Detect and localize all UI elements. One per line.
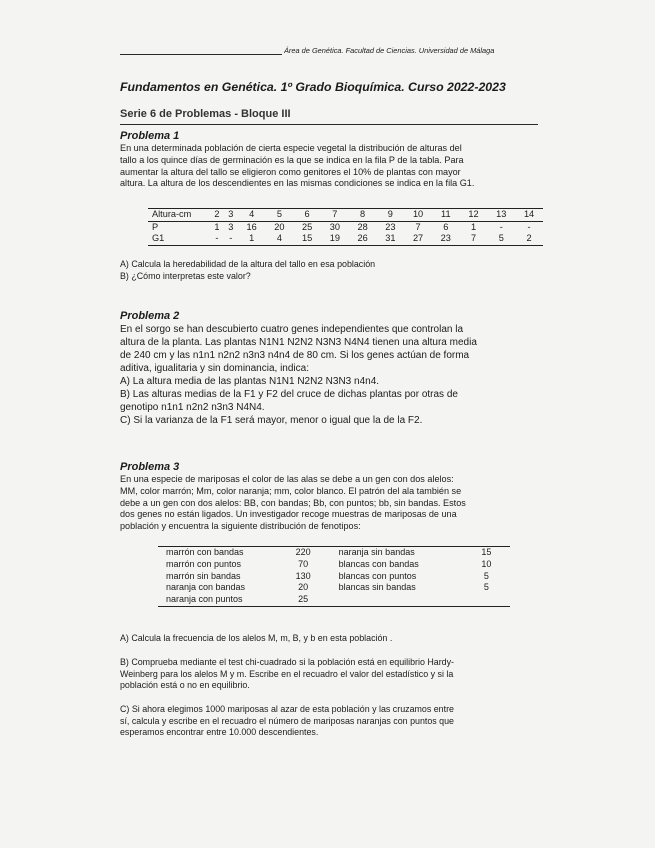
height-distribution-table (148, 208, 543, 246)
table-cell: 25 (280, 594, 327, 606)
table-cell: Altura-cm (148, 209, 210, 222)
department-header: Área de Genética. Facultad de Ciencias. Universidad de Málaga (284, 46, 495, 55)
problem-2-title: Problema 2 (120, 310, 180, 322)
table-cell: 31 (376, 233, 404, 245)
table-cell: 28 (357, 221, 368, 232)
problem-2-statement (120, 323, 540, 427)
table-cell: 10 (481, 558, 492, 569)
text-line: debe a un gen con dos alelos: BB, con bandas; Bb, con puntos; bb, sin bandas. Estos (120, 497, 466, 508)
text-line: En una especie de mariposas el color de las alas se debe a un gen con dos alelos: (120, 474, 454, 484)
table-cell: blancas sin bandas (338, 582, 416, 593)
text-line: Weinberg para los alelos M y m. Escribe en el recuadro el valor del estadístico y si la (120, 668, 454, 679)
table-cell: 6 (443, 221, 449, 232)
table-cell: naranja con bandas (166, 582, 246, 593)
table-cell: 15 (463, 547, 510, 559)
text-line: MM, color marrón; Mm, color naranja; mm, color blanco. El patrón del ala también se (120, 485, 462, 496)
table-cell: naranja con puntos (158, 594, 280, 606)
text-line: C) Si la varianza de la F1 será mayor, menor o igual que la de la F2. (120, 415, 423, 426)
table-cell (327, 594, 463, 606)
table-cell: - (527, 221, 531, 232)
table-cell: 7 (321, 209, 349, 222)
text-line: tallo a los quince días de germinación es la que se indica en la fila P de la tabla. Para (120, 154, 464, 165)
table-cell: 2 (210, 209, 224, 222)
table-cell: marrón sin bandas (166, 570, 241, 581)
table-cell: P (152, 221, 159, 232)
table-cell: 7 (460, 233, 488, 245)
text-line: altura de la planta. Las plantas N1N1 N2N2 N3N3 N4N4 tienen una altura media (120, 337, 477, 348)
table-cell (463, 594, 510, 606)
header-rule (120, 54, 282, 55)
table-cell: 10 (404, 209, 432, 222)
table-cell: 30 (329, 221, 340, 232)
text-line: B) Las alturas medias de la F1 y F2 del cruce de dichas plantas por otras de (120, 389, 458, 400)
table-cell: 5 (483, 570, 489, 581)
text-line: aumentar la altura del tallo se eligieron como genitores el 10% de plantas con mayor (120, 166, 461, 177)
question-b: B) ¿Cómo interpretas este valor? (120, 270, 251, 281)
text-line: esperamos encontrar entre 10.000 descendientes. (120, 727, 319, 737)
table-cell: 9 (376, 209, 404, 222)
table-cell: marrón con bandas (158, 547, 280, 559)
table-cell: 20 (274, 221, 285, 232)
problem-1-title: Problema 1 (120, 130, 180, 142)
table-cell: 6 (293, 209, 321, 222)
table-cell: 27 (404, 233, 432, 245)
table-cell: 15 (293, 233, 321, 245)
table-cell: 220 (280, 547, 327, 559)
table-cell: blancas con bandas (338, 558, 419, 569)
problem-3-statement (120, 474, 540, 533)
question-a: A) Calcula la heredabilidad de la altura del tallo en esa población (120, 259, 376, 269)
table-cell: 23 (385, 221, 396, 232)
text-line: C) Si ahora elegimos 1000 mariposas al azar de esta población y las cruzamos entre (120, 704, 454, 714)
problem-3-title: Problema 3 (120, 461, 180, 473)
table-cell: 20 (298, 582, 309, 593)
series-rule (120, 124, 538, 125)
text-line: En el sorgo se han descubierto cuatro genes independientes que controlan la (120, 324, 464, 335)
table-cell: 26 (349, 233, 377, 245)
table-cell: naranja sin bandas (327, 547, 463, 559)
text-line: altura. La altura de los descendientes en las mismas condiciones se indica en la fila G1. (120, 178, 475, 189)
text-line: A) La altura media de las plantas N1N1 N2N2 N3N3 n4n4. (120, 376, 380, 387)
table-cell: 1 (214, 221, 220, 232)
table-cell: 14 (515, 209, 543, 222)
table-cell: 5 (487, 233, 515, 245)
table-cell: 3 (224, 209, 238, 222)
table-cell: 5 (483, 582, 489, 593)
table-cell: - (224, 233, 238, 245)
table-row (158, 571, 510, 583)
problem-1-questions (120, 259, 375, 282)
table-cell: 12 (460, 209, 488, 222)
table-cell: 70 (298, 558, 309, 569)
table-header-row (148, 209, 543, 222)
table-cell: 3 (228, 221, 234, 232)
table-cell: 1 (238, 233, 266, 245)
table-cell: 13 (487, 209, 515, 222)
table-cell: G1 (148, 233, 210, 245)
table-cell: 5 (266, 209, 294, 222)
table-cell: 2 (515, 233, 543, 245)
problem-3-question-b (120, 657, 454, 692)
text-line: dos genes no están ligados. Un investigador recoge muestras de mariposas de una (120, 509, 457, 520)
table-cell: 19 (321, 233, 349, 245)
table-cell: - (210, 233, 224, 245)
table-cell: 25 (302, 221, 313, 232)
table-row (158, 582, 510, 594)
table-cell: 23 (432, 233, 460, 245)
table-cell: 7 (415, 221, 421, 232)
phenotype-distribution-table (158, 546, 510, 607)
series-title: Serie 6 de Problemas - Bloque III (120, 108, 291, 120)
table-cell: 16 (246, 221, 257, 232)
table-cell: blancas con puntos (338, 570, 417, 581)
problem-1-statement (120, 143, 540, 190)
table-cell: 1 (470, 221, 477, 232)
table-row (158, 559, 510, 571)
table-cell: marrón con puntos (166, 558, 242, 569)
table-row (148, 221, 543, 233)
table-cell: - (499, 221, 503, 232)
text-line: sí, calcula y escribe en el recuadro el número de mariposas naranjas con puntos que (120, 715, 454, 726)
table-cell: 4 (266, 233, 294, 245)
text-line: población y encuentra la siguiente distribución de fenotipos: (120, 521, 361, 532)
table-row (148, 233, 543, 245)
course-title: Fundamentos en Genética. 1º Grado Bioquímica. Curso 2022-2023 (120, 80, 506, 94)
text-line: aditiva, igualitaria y sin dominancia, indica: (120, 363, 309, 374)
text-line: genotipo n1n1 n2n2 n3n3 N4N4. (120, 402, 265, 413)
problem-3-question-c (120, 704, 454, 739)
text-line: En una determinada población de cierta especie vegetal la distribución de alturas del (120, 143, 462, 153)
table-cell: 130 (295, 570, 311, 581)
table-cell: 11 (432, 209, 460, 222)
text-line: B) Comprueba mediante el test chi-cuadrado si la población está en equilibrio Hardy- (120, 657, 454, 667)
text-line: de 240 cm y las n1n1 n2n2 n3n3 n4n4 de 80 cm. Si los genes actúan de forma (120, 350, 470, 361)
table-row (158, 594, 510, 606)
table-cell: 8 (349, 209, 377, 222)
table-cell: 4 (238, 209, 266, 222)
text-line: población está o no en equilibrio. (120, 680, 250, 690)
table-row (158, 547, 510, 559)
problem-3-question-a: A) Calcula la frecuencia de los alelos M, m, B, y b en esta población . (120, 633, 393, 643)
